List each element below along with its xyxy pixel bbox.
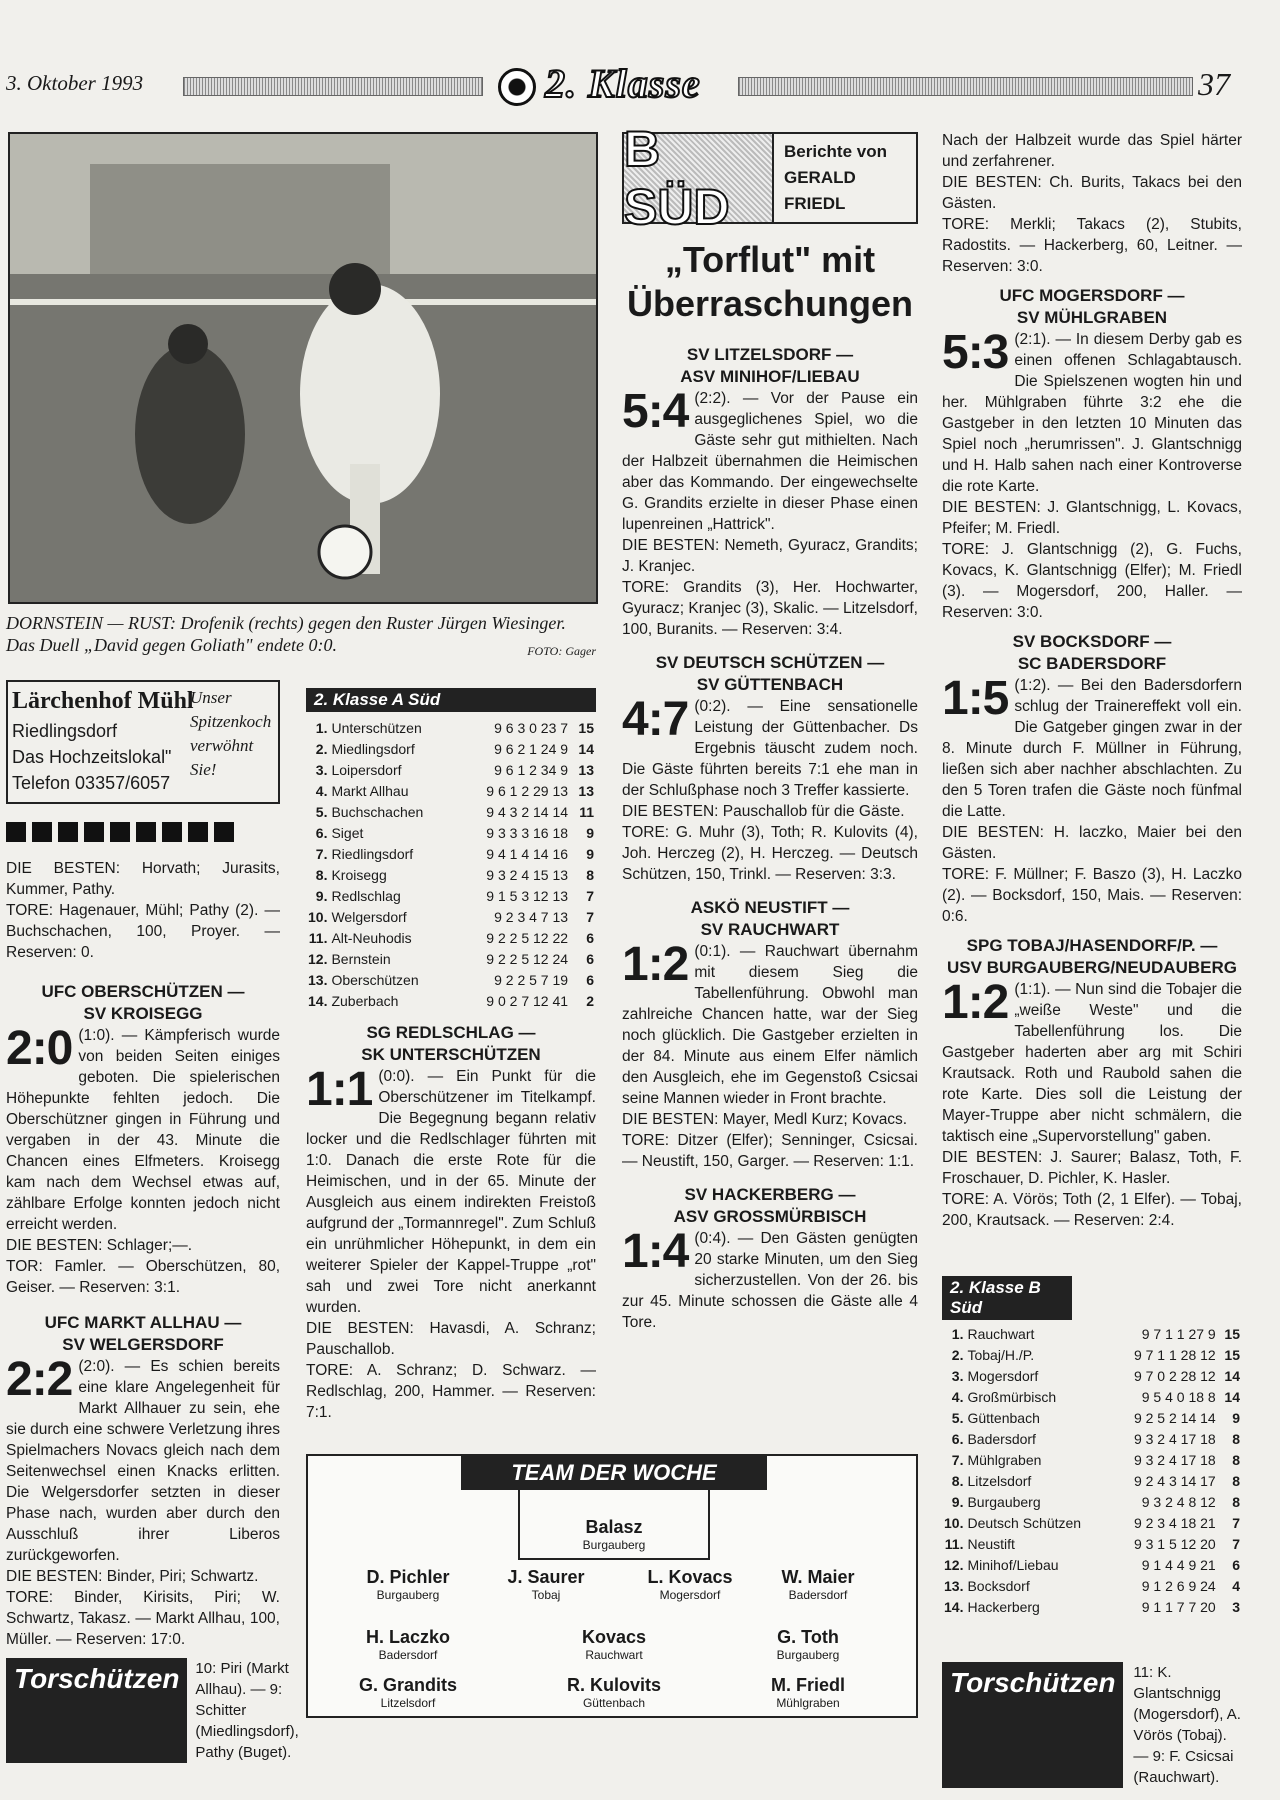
torschuetzen-right: [942, 1662, 1242, 1788]
standings-team: Welgersdorf: [331, 909, 407, 925]
standings-stats: 9 1 1 7 7 20: [1141, 1599, 1216, 1615]
standings-team: Burgauberg: [967, 1494, 1041, 1510]
issue-date: 3. Oktober 1993: [6, 71, 144, 95]
standings-row: [306, 760, 596, 781]
match-title: [622, 1184, 918, 1228]
torschuetzen-label: Torschützen: [6, 1658, 187, 1763]
standings-row: [942, 1387, 1242, 1408]
standings-rank: 13.: [308, 972, 328, 988]
photo-caption-line1: DORNSTEIN — RUST: Drofenik (rechts) gegen den Ruster Jürgen Wiesinger.: [6, 613, 566, 633]
player-name: H. Laczko: [365, 1627, 451, 1647]
match-tore: TORE: G. Muhr (3), Toth; R. Kulovits (4), Joh. Herczeg (2), H. Herczeg. — Deutsch Schützen, 150, Trinkl. — Reserven: 3:3.: [622, 824, 918, 883]
match-title-home: SV LITZELSDORF —: [686, 345, 854, 364]
standings-rank: 7.: [951, 1452, 964, 1468]
player-club: Rauchwart: [585, 1648, 643, 1662]
standings-points: 14: [578, 741, 594, 757]
match-besten: DIE BESTEN: Binder, Piri; Schwartz.: [6, 1568, 259, 1585]
match-besten: DIE BESTEN: Nemeth, Gyuracz, Grandits; J. Kranjec.: [622, 537, 918, 575]
match-title-home: SV DEUTSCH SCHÜTZEN —: [655, 653, 885, 672]
standings-rank: 9.: [951, 1494, 964, 1510]
match-title-home: UFC MARKT ALLHAU —: [44, 1313, 242, 1332]
standings-stats: 9 3 2 4 17 18: [1133, 1452, 1216, 1468]
standings-points: 9: [586, 846, 594, 862]
torschuetzen-text: 10: Piri (Markt Allhau). — 9: Schitter (Miedlingsdorf), Pathy (Buget).: [195, 1660, 299, 1761]
standings-row: [306, 970, 596, 991]
match-title-away: SV RAUCHWART: [700, 920, 840, 939]
standings-team: Miedlingsdorf: [331, 741, 415, 757]
standings-rank: 12.: [944, 1557, 964, 1573]
player-name: M. Friedl: [770, 1675, 845, 1695]
standings-team: Neustift: [967, 1536, 1015, 1552]
match-score: 1:2: [942, 976, 1009, 1029]
standings-points: 15: [1224, 1347, 1240, 1363]
advert-slogan-1: Unser: [190, 688, 232, 707]
standings-points: 15: [1224, 1326, 1240, 1342]
standings-row: [942, 1471, 1242, 1492]
midleft-column: [306, 1022, 596, 1423]
photo-caption: [6, 612, 596, 662]
team-player: [328, 1626, 488, 1663]
player-club: Tobaj: [531, 1588, 561, 1602]
player-name: R. Kulovits: [566, 1675, 661, 1695]
torschuetzen-label: Torschützen: [942, 1662, 1123, 1788]
standings-points: 6: [1232, 1557, 1240, 1573]
standings-stats: 9 1 4 4 9 21: [1141, 1557, 1216, 1573]
standings-row: [942, 1429, 1242, 1450]
match-title-away: ASV MINIHOF/LIEBAU: [680, 367, 860, 386]
standings-points: 9: [586, 825, 594, 841]
standings-points: 8: [1232, 1473, 1240, 1489]
player-club: Burgauberg: [582, 1538, 646, 1552]
match-score: 5:4: [622, 385, 689, 438]
standings-team: Bernstein: [331, 951, 391, 967]
standings-stats: 9 2 2 5 7 19: [494, 972, 569, 988]
separator-squares: [6, 822, 240, 847]
b-sued-label: B SÜD: [624, 134, 772, 222]
right-column: [942, 130, 1242, 1231]
match-title-home: UFC OBERSCHÜTZEN —: [41, 982, 245, 1001]
player-name: W. Maier: [781, 1567, 855, 1587]
match-besten: DIE BESTEN: J. Saurer; Balasz, Toth, F. Froschauer, D. Pichler, K. Hasler.: [942, 1149, 1242, 1187]
match-title-away: SV KROISEGG: [83, 1004, 203, 1023]
middle-column: [622, 344, 918, 1333]
team-player: [328, 1674, 488, 1711]
standings-team: Unterschützen: [331, 720, 422, 736]
team-player: [466, 1566, 626, 1603]
standings-points: 7: [1232, 1515, 1240, 1531]
standings-rank: 14.: [308, 993, 328, 1009]
standings-stats: 9 3 2 4 15 13: [486, 867, 569, 883]
standings-rank: 12.: [308, 951, 328, 967]
match-tore: TORE: A. Vörös; Toth (2, 1 Elfer). — Tobaj, 200, Krautsack. — Reserven: 2:4.: [942, 1191, 1242, 1229]
byline-label: Berichte von: [784, 142, 887, 161]
standings-table-b: [942, 1276, 1242, 1618]
match-title-home: ASKÖ NEUSTIFT —: [690, 898, 850, 917]
player-name: J. Saurer: [507, 1567, 585, 1587]
match-score: 1:2: [622, 938, 689, 991]
match-title-away: SK UNTERSCHÜTZEN: [361, 1045, 541, 1064]
match-title: [942, 935, 1242, 979]
standings-points: 8: [1232, 1452, 1240, 1468]
standings-points: 4: [1232, 1578, 1240, 1594]
standings-team: Deutsch Schützen: [967, 1515, 1082, 1531]
left-tore: TORE: Hagenauer, Mühl; Pathy (2). — Buchschachen, 100, Proyer. — Reserven: 0.: [6, 902, 280, 961]
standings-row: [942, 1345, 1242, 1366]
standings-points: 8: [586, 867, 594, 883]
standings-row: [942, 1555, 1242, 1576]
standings-row: [306, 739, 596, 760]
standings-stats: 9 2 5 2 14 14: [1133, 1410, 1216, 1426]
match-besten: DIE BESTEN: Pauschallob für die Gäste.: [622, 803, 905, 820]
match-score: 2:0: [6, 1022, 73, 1075]
player-club: Mogersdorf: [659, 1588, 721, 1602]
standings-team: Rauchwart: [967, 1326, 1035, 1342]
team-player: [728, 1626, 888, 1663]
player-club: Badersdorf: [378, 1648, 438, 1662]
standings-rank: 1.: [315, 720, 328, 736]
standings-stats: 9 4 1 4 14 16: [486, 846, 569, 862]
page-number: 37: [1198, 66, 1230, 102]
standings-stats: 9 6 1 2 29 13: [486, 783, 569, 799]
standings-points: 15: [578, 720, 594, 736]
standings-rank: 13.: [944, 1578, 964, 1594]
standings-rank: 5.: [315, 804, 328, 820]
advert-town: Riedlingsdorf: [12, 721, 118, 741]
standings-stats: 9 7 1 1 28 12: [1133, 1347, 1216, 1363]
headline-line2: Überraschungen: [626, 283, 914, 324]
standings-team: Redlschlag: [331, 888, 401, 904]
match-title-away: SV GÜTTENBACH: [696, 675, 844, 694]
match-besten: DIE BESTEN: Schlager;—.: [6, 1237, 193, 1254]
match-title: [6, 981, 280, 1025]
standings-row: [942, 1450, 1242, 1471]
standings-points: 6: [586, 930, 594, 946]
standings-row: [306, 886, 596, 907]
player-name: G. Grandits: [358, 1675, 457, 1695]
standings-row: [942, 1408, 1242, 1429]
standings-row: [942, 1576, 1242, 1597]
standings-team: Badersdorf: [967, 1431, 1036, 1447]
match-besten: DIE BESTEN: H. laczko, Maier bei den Gästen.: [942, 824, 1242, 862]
standings-row: [942, 1324, 1242, 1345]
match-title-away: ASV GROSSMÜRBISCH: [673, 1207, 867, 1226]
standings-points: 7: [586, 888, 594, 904]
standings-team: Mühlgraben: [967, 1452, 1042, 1468]
standings-stats: 9 0 2 7 12 41: [486, 993, 569, 1009]
standings-stats: 9 2 3 4 7 13: [494, 909, 569, 925]
standings-stats: 9 3 1 5 12 20: [1133, 1536, 1216, 1552]
standings-row: [306, 781, 596, 802]
match-title: [306, 1022, 596, 1066]
standings-stats: 9 2 2 5 12 24: [486, 951, 569, 967]
team-title: TEAM DER WOCHE: [461, 1454, 767, 1490]
standings-rank: 6.: [315, 825, 328, 841]
match-tore: TORE: A. Schranz; D. Schwarz. — Redlschlag, 200, Hammer. — Reserven: 7:1.: [306, 1362, 596, 1421]
standings-points: 11: [579, 804, 594, 820]
standings-rank: 4.: [951, 1389, 964, 1405]
standings-rank: 10.: [308, 909, 328, 925]
standings-rank: 11.: [308, 930, 328, 946]
match-tore: TORE: Ditzer (Elfer); Senninger, Csicsai. — Neustift, 150, Garger. — Reserven: 1:1.: [622, 1132, 918, 1170]
match-title-away: USV BURGAUBERG/NEUDAUBERG: [947, 958, 1237, 977]
match-title-away: SV MÜHLGRABEN: [1016, 308, 1168, 327]
header-rule-right: [738, 77, 1193, 96]
standings-team: Minihof/Liebau: [967, 1557, 1059, 1573]
standings-rank: 5.: [951, 1410, 964, 1426]
standings-row: [306, 718, 596, 739]
match-report: (2:2). — Vor der Pause ein ausgeglichenes Spiel, wo die Gäste sehr gut mithielten. Nach der Halbzeit übernahmen die Heimischen aber das Kommando. Der eingewechselte G. Grandits erzielte in dieser Phase einen lupenreinen „Hattrick".: [622, 390, 918, 533]
match-score: 2:2: [6, 1353, 73, 1406]
match-title-home: UFC MOGERSDORF —: [999, 286, 1185, 305]
left-column: [6, 858, 280, 1650]
right-intro: Nach der Halbzeit wurde das Spiel härter und zerfahrener.: [942, 132, 1242, 170]
player-club: Burgauberg: [776, 1648, 840, 1662]
match-report: (2:1). — In diesem Derby gab es einen offenen Schlagabtausch. Die Spielszenen wogten hin und her. Mühlgraben führte 3:2 ehe die Gastgeber in den letzten 10 Minuten das Spiel noch „herumrissen". J. Glantschnigg und H. Halb sahen nach einer Kontroverse die rote Karte.: [942, 331, 1242, 495]
section-title: 2. Klasse: [545, 61, 701, 106]
standings-points: 3: [1232, 1599, 1240, 1615]
match-tore: TORE: F. Müllner; F. Baszo (3), H. Laczko (2). — Bocksdorf, 150, Mais. — Reserven: 0:6.: [942, 866, 1242, 925]
advert-slogan-2: Spitzenkoch: [190, 712, 272, 731]
standings-rank: 4.: [315, 783, 328, 799]
match-title: [6, 1312, 280, 1356]
player-club: Badersdorf: [788, 1588, 848, 1602]
standings-team: Alt-Neuhodis: [331, 930, 412, 946]
standings-row: [306, 823, 596, 844]
match-title: [942, 631, 1242, 675]
standings-team: Markt Allhau: [331, 783, 409, 799]
match-score: 5:3: [942, 326, 1009, 379]
player-name: Balasz: [585, 1517, 643, 1537]
standings-points: 13: [578, 783, 594, 799]
standings-points: 9: [1232, 1410, 1240, 1426]
standings-stats: 9 7 0 2 28 12: [1133, 1368, 1216, 1384]
match-besten: DIE BESTEN: Mayer, Medl Kurz; Kovacs.: [622, 1111, 908, 1128]
standings-stats: 9 5 4 0 18 8: [1141, 1389, 1216, 1405]
player-name: D. Pichler: [366, 1567, 450, 1587]
standings-rank: 1.: [951, 1326, 964, 1342]
match-title-home: SV BOCKSDORF —: [1012, 632, 1172, 651]
standings-row: [942, 1513, 1242, 1534]
standings-team: Buchschachen: [331, 804, 424, 820]
standings-points: 7: [586, 909, 594, 925]
match-besten: DIE BESTEN: Havasdi, A. Schranz; Pauschallob.: [306, 1320, 596, 1358]
standings-team: Güttenbach: [967, 1410, 1040, 1426]
headline: [622, 238, 918, 326]
standings-points: 14: [1224, 1368, 1240, 1384]
match-score: 1:4: [622, 1225, 689, 1278]
standings-rank: 2.: [315, 741, 328, 757]
standings-row: [306, 928, 596, 949]
match-title-away: SC BADERSDORF: [1017, 654, 1167, 673]
standings-stats: 9 1 2 6 9 24: [1141, 1578, 1216, 1594]
standings-stats: 9 2 3 4 18 21: [1133, 1515, 1216, 1531]
match-tore: TOR: Famler. — Oberschützen, 80, Geiser. — Reserven: 3:1.: [6, 1258, 280, 1296]
match-title-home: SG REDLSCHLAG —: [366, 1023, 536, 1042]
standings-stats: 9 6 3 0 23 7: [494, 720, 569, 736]
advert-name: Lärchenhof Mühl: [12, 688, 194, 714]
standings-row: [942, 1597, 1242, 1618]
match-besten: DIE BESTEN: J. Glantschnigg, L. Kovacs, Pfeifer; M. Friedl.: [942, 499, 1242, 537]
standings-team: Bocksdorf: [967, 1578, 1030, 1594]
standings-team: Litzelsdorf: [967, 1473, 1032, 1489]
standings-rank: 2.: [951, 1347, 964, 1363]
match-report: (2:0). — Es schien bereits eine klare Angelegenheit für Markt Allhauer zu sein, ehe sie durch eine schwere Verletzung ihres Spielmachers Novacs gleich nach dem Seitenwechsel einen Knacks erlitten. Die Welgersdorfer setzten in dieser Phase nach, wurden aber durch den Ausschluß ihrer Liberos zurückgeworfen.: [6, 1358, 280, 1564]
match-report: (1:1). — Nun sind die Tobajer die „weiße Weste" und die Tabellenführung los. Die Gastgeber haderten aber arg mit Schiri Krautsack. Roth und Raubold sahen die rote Karte. Dies soll die Leistung der Mayer-Truppe aber nicht schmälern, die taktisch eine „Supervorstellung" gaben.: [942, 981, 1242, 1145]
standings-title: 2. Klasse A Süd: [306, 688, 596, 712]
photo-credit: FOTO: Gager: [527, 644, 596, 658]
match-tore: TORE: Binder, Kirisits, Piri; W. Schwartz, Takasz. — Markt Allhau, 100, Müller. — Reserven: 17:0.: [6, 1589, 280, 1648]
standings-row: [306, 991, 596, 1012]
standings-stats: 9 6 2 1 24 9: [494, 741, 569, 757]
standings-points: 6: [586, 972, 594, 988]
standings-rank: 3.: [951, 1368, 964, 1384]
match-title-home: SPG TOBAJ/HASENDORF/P. —: [966, 936, 1218, 955]
standings-rank: 7.: [315, 846, 328, 862]
standings-points: 14: [1224, 1389, 1240, 1405]
advert-slogan-4: Sie!: [190, 760, 217, 779]
match-title-home: SV HACKERBERG —: [684, 1185, 856, 1204]
standings-team: Mogersdorf: [967, 1368, 1039, 1384]
standings-team: Kroisegg: [331, 867, 387, 883]
standings-stats: 9 7 1 1 27 9: [1141, 1326, 1216, 1342]
advert-tagline: Das Hochzeitslokal": [12, 747, 172, 767]
header-rule-left: [183, 77, 483, 96]
match-photo: [8, 132, 598, 604]
player-club: Litzelsdorf: [380, 1696, 436, 1710]
standings-points: 8: [1232, 1431, 1240, 1447]
headline-line1: „Torflut" mit: [664, 239, 876, 280]
standings-team: Hackerberg: [967, 1599, 1040, 1615]
team-player: [534, 1626, 694, 1663]
standings-stats: 9 4 3 2 14 14: [486, 804, 569, 820]
standings-stats: 9 3 2 4 8 12: [1141, 1494, 1216, 1510]
team-player: [738, 1566, 898, 1603]
match-report: (0:0). — Ein Punkt für die Oberschützener im Titelkampf. Die Begegnung begann relativ locker und die Redlschlager führten mit 1:0. Danach die erste Rote für die Heimischen, und in der 65. Minute der Ausgleich aus einem indirekten Freistoß aufgrund der „Tormannregel". Zum Schluß ein unrühmlicher Höhepunkt, in dem ein weiterer Spieler der Kappel-Truppe „rot" sah und zwei Tore nicht anerkannt wurden.: [306, 1068, 596, 1316]
standings-stats: 9 1 5 3 12 13: [486, 888, 569, 904]
match-report: (0:1). — Rauchwart übernahm mit diesem Sieg die Tabellenführung. Obwohl man zahlreiche Chancen hatte, war der Sieg noch glücklich. Die Gastgeber erzielten in der 84. Minute aus einem Elfer nämlich den Ausgleich, ehe im Gegenstoß Csicsai seine Mannen wieder in Front brachte.: [622, 943, 918, 1107]
standings-rank: 11.: [944, 1536, 964, 1552]
standings-row: [306, 865, 596, 886]
standings-title: 2. Klasse B Süd: [942, 1276, 1072, 1320]
standings-points: 8: [1232, 1494, 1240, 1510]
standings-rank: 3.: [315, 762, 328, 778]
standings-table-a: [306, 688, 596, 1012]
standings-team: Siget: [331, 825, 364, 841]
match-tore: TORE: Merkli; Takacs (2), Stubits, Radostits. — Hackerberg, 60, Leitner. — Reserven: 3:0.: [942, 216, 1242, 275]
match-tore: TORE: Grandits (3), Her. Hochwarter, Gyuracz; Kranjec (3), Skalic. — Litzelsdorf, 100, Buranits. — Reserven: 3:4.: [622, 579, 918, 638]
match-title: [622, 344, 918, 388]
match-title-away: SV WELGERSDORF: [62, 1335, 224, 1354]
match-besten: DIE BESTEN: Ch. Burits, Takacs bei den Gästen.: [942, 174, 1242, 212]
standings-row: [942, 1492, 1242, 1513]
standings-points: 6: [586, 951, 594, 967]
team-of-the-week: [306, 1454, 918, 1718]
match-score: 1:1: [306, 1063, 373, 1116]
left-besten: DIE BESTEN: Horvath; Jurasits, Kummer, Pathy.: [6, 860, 280, 898]
standings-stats: 9 3 2 4 17 18: [1133, 1431, 1216, 1447]
player-club: Burgauberg: [376, 1588, 440, 1602]
match-report: (1:0). — Kämpferisch wurde von beiden Seiten einiges geboten. Die spielerischen Höhepunkte fehlten jedoch. Die Oberschützner gingen in Führung und vergaben in der 43. Minute die Chancen eines Elfmeters. Kroisegg kam nach dem Wechsel etwas auf, zählbare Erfolge konnten jedoch nicht erreicht werden.: [6, 1027, 280, 1233]
match-report: (0:4). — Den Gästen genügten 20 starke Minuten, um den Sieg sicherzustellen. Von der 26. bis zur 45. Minute schossen die Gäste alle 4 Tore.: [622, 1230, 918, 1331]
team-player: [728, 1674, 888, 1711]
standings-row: [942, 1534, 1242, 1555]
standings-team: Loipersdorf: [331, 762, 402, 778]
standings-team: Großmürbisch: [967, 1389, 1057, 1405]
player-name: G. Toth: [777, 1627, 839, 1647]
standings-points: 7: [1232, 1536, 1240, 1552]
team-player: [534, 1674, 694, 1711]
standings-stats: 9 6 1 2 34 9: [494, 762, 569, 778]
match-title: [942, 285, 1242, 329]
match-tore: TORE: J. Glantschnigg (2), G. Fuchs, Kovacs, K. Glantschnigg (Elfer); M. Friedl (3). — Mogersdorf, 200, Haller. — Reserven: 3:0.: [942, 541, 1242, 621]
standings-team: Zuberbach: [331, 993, 399, 1009]
standings-row: [306, 844, 596, 865]
standings-stats: 9 2 2 5 12 22: [486, 930, 569, 946]
standings-rank: 14.: [944, 1599, 964, 1615]
standings-rank: 6.: [951, 1431, 964, 1447]
player-club: Mühlgraben: [776, 1696, 840, 1710]
match-score: 4:7: [622, 693, 689, 746]
photo-illustration: [10, 134, 598, 604]
b-sued-header: [622, 121, 918, 235]
standings-row: [306, 949, 596, 970]
standings-team: Oberschützen: [331, 972, 419, 988]
match-report: (1:2). — Bei den Badersdorfern schlug der Trainereffekt voll ein. Die Gatgeber gingen zwar in der 8. Minute durch F. Müllner in Führung, ließen sich aber nachher abschlachten. Zu den 5 Toren trafen die Gäste noch fünfmal die Latte.: [942, 677, 1242, 820]
football-icon: [498, 68, 536, 106]
standings-row: [306, 802, 596, 823]
advert-slogan-3: verwöhnt: [190, 736, 254, 755]
standings-team: Riedlingsdorf: [331, 846, 414, 862]
standings-stats: 9 2 4 3 14 17: [1133, 1473, 1216, 1489]
photo-caption-line2: Das Duell „David gegen Goliath" endete 0:0.: [6, 635, 337, 655]
standings-points: 2: [586, 993, 594, 1009]
torschuetzen-left: [6, 1658, 299, 1763]
match-report: (0:2). — Eine sensationelle Leistung der Güttenbacher. Ds Ergebnis täuscht zudem noch. Die Gäste führten bereits 7:1 ehe man in der Schlußphase noch 3 Treffer kassierte.: [622, 698, 918, 799]
standings-row: [306, 907, 596, 928]
standings-points: 13: [578, 762, 594, 778]
byline-author: GERALD FRIEDL: [784, 168, 856, 213]
standings-rank: 8.: [315, 867, 328, 883]
team-player: [534, 1516, 694, 1553]
match-title: [622, 652, 918, 696]
torschuetzen-text: 11: K. Glantschnigg (Mogersdorf), A. Vörös (Tobaj). — 9: F. Csicsai (Rauchwart).: [1133, 1664, 1241, 1786]
player-name: L. Kovacs: [647, 1567, 733, 1587]
standings-rank: 9.: [315, 888, 328, 904]
standings-row: [942, 1366, 1242, 1387]
advert-laerchenhof: [6, 680, 280, 804]
match-title: [622, 897, 918, 941]
match-score: 1:5: [942, 672, 1009, 725]
player-name: Kovacs: [581, 1627, 647, 1647]
standings-rank: 10.: [944, 1515, 964, 1531]
team-player: [328, 1566, 488, 1603]
standings-rank: 8.: [951, 1473, 964, 1489]
standings-stats: 9 3 3 3 16 18: [486, 825, 569, 841]
player-club: Güttenbach: [582, 1696, 646, 1710]
standings-team: Tobaj/H./P.: [967, 1347, 1035, 1363]
advert-phone: Telefon 03357/6057: [12, 773, 171, 793]
